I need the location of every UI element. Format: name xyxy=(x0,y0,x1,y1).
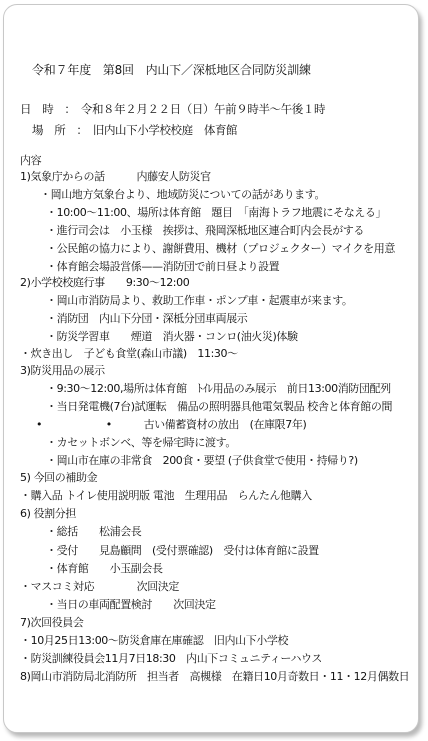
list-item: ・9:30〜12:00,場所は体育館 ﾄｲﾚ用品のみ展示 前日13:00消防団配列 xyxy=(46,382,391,395)
list-item: ・岡山地方気象台より、地域防災についての話があります。 xyxy=(40,188,326,201)
content-heading: 内容 xyxy=(20,154,42,167)
list-item: ・炊き出し 子ども食堂(森山市議) 11:30〜 xyxy=(20,347,238,360)
notice-title: 令和７年度 第8回 内山下／深柢地区合同防災訓練 xyxy=(32,63,311,77)
section-heading: 2)小学校校庭行事 9:30〜12:00 xyxy=(20,276,190,289)
list-item: ・受付 見島顧問 (受付票確認) 受付は体育館に設置 xyxy=(46,544,319,557)
section-heading: 6) 役割分担 xyxy=(20,507,76,520)
place-line: 場 所 ： 旧内山下小学校校庭 体育館 xyxy=(32,123,238,137)
section-heading: 8)岡山市消防局北消防所 担当者 高槻様 在籍日10月奇数日・11・12月偶数日 xyxy=(20,670,410,683)
list-item: ・当日の車両配置検討 次回決定 xyxy=(46,598,216,611)
list-item: ・岡山市在庫の非常食 200食・要望 (子供食堂で使用・持帰り?) xyxy=(46,454,358,467)
list-item: ・消防団 内山下分団・深柢分団車両展示 xyxy=(46,312,248,325)
list-item: ・公民館の協力により、謝餅費用、機材（プロジェクター）マイクを用意 xyxy=(46,242,395,255)
list-item: ・10月25日13:00〜防災倉庫在庫確認 旧内山下小学校 xyxy=(20,634,289,647)
section-heading: 1)気象庁からの話 内藤安人防災官 xyxy=(20,170,211,183)
list-item: ・岡山市消防局より、救助工作車・ポンプ車・起震車が来ます。 xyxy=(46,294,353,307)
list-item: ・防災学習車 煙道 消火器・コンロ(油火災)体験 xyxy=(46,330,298,343)
section-heading: 7)次回役員会 xyxy=(20,616,84,629)
date-time-line: 日 時 ： 令和８年２月２２日（日）午前９時半〜午後１時 xyxy=(20,102,326,116)
section-heading: 5) 今回の補助金 xyxy=(20,471,98,484)
list-item: ・マスコミ対応 次回決定 xyxy=(20,580,179,593)
list-item: ・カセットボンベ、等を帰宅時に渡す。 xyxy=(46,436,236,449)
list-item: • • 古い備蓄資材の放出 (在庫限7年) xyxy=(36,418,307,431)
list-item: ・体育館 小玉副会長 xyxy=(46,562,163,575)
list-item: ・購入品 トイレ使用説明版 電池 生理用品 らんたん他購入 xyxy=(20,489,312,502)
list-item: ・進行司会は 小玉様 挨拶は、飛岡深柢地区連合町内会長がする xyxy=(46,224,364,237)
list-item: ・10:00〜11:00、場所は体育館 題目 「南海トラフ地震にそなえる」 xyxy=(46,206,387,219)
list-item: ・防災訓練役員会11月7日18:30 内山下コミュニティーハウス xyxy=(20,652,322,665)
list-item: ・体育館会場設営係——消防団で前日昼より設置 xyxy=(46,260,280,273)
list-item: ・当日発電機(7台)試運転 備品の照明器具他電気製品 校舎と体育館の間 xyxy=(46,400,393,413)
section-heading: 3)防災用品の展示 xyxy=(20,364,105,377)
list-item: ・総括 松浦会長 xyxy=(46,525,142,538)
